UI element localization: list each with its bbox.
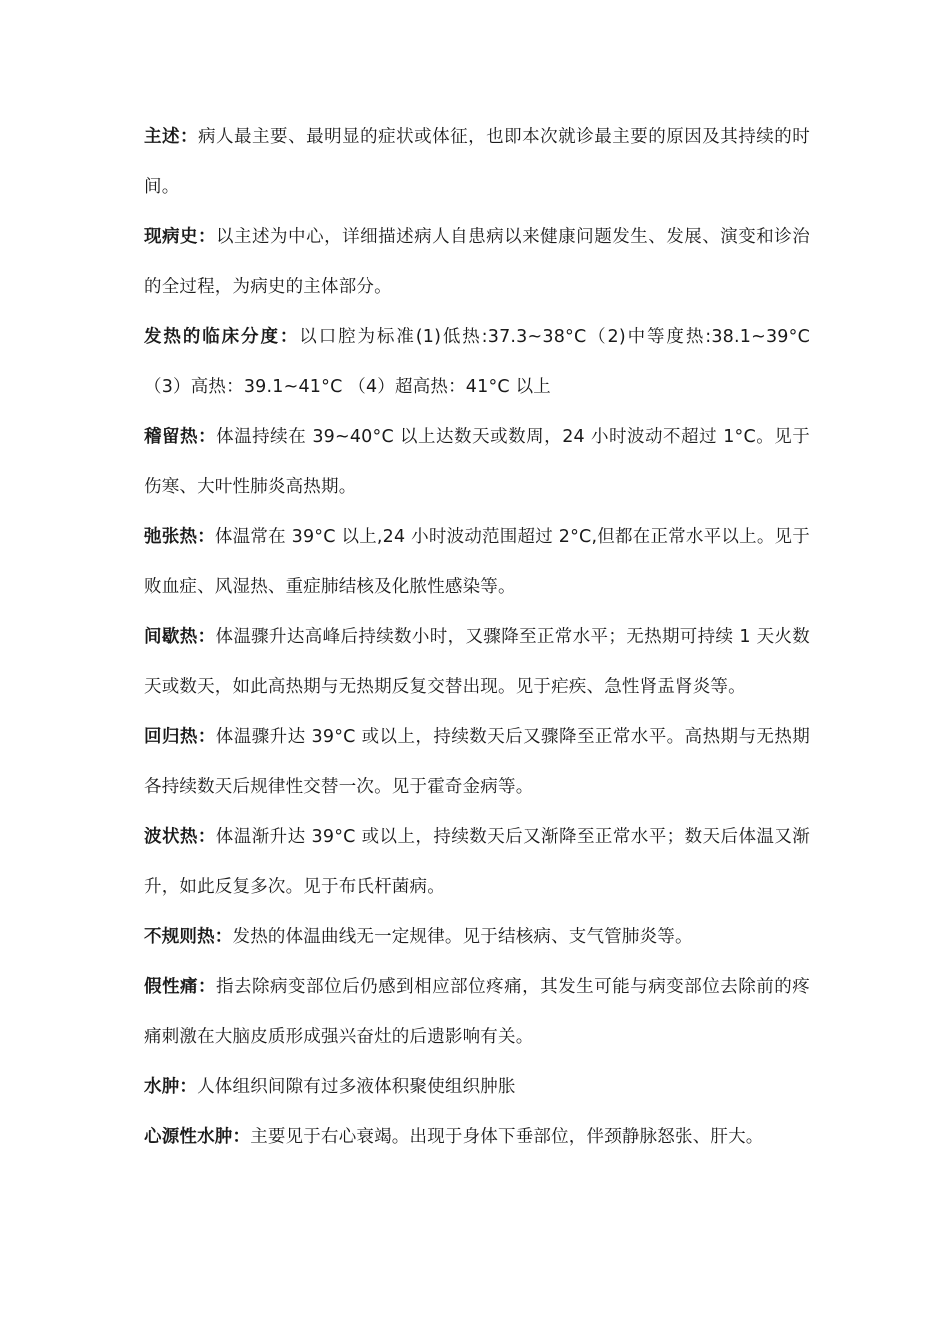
entry-term: 水肿：	[144, 1077, 198, 1097]
entry-text: 体温持续在 39~40°C 以上达数天或数周，24 小时波动不超过 1°C。见于伤寒、大叶性肺炎高热期。	[144, 427, 810, 497]
entry-relapsing-fever	[144, 712, 810, 812]
entry-term: 发热的临床分度：	[144, 327, 300, 347]
entry-text: 病人最主要、最明显的症状或体征，也即本次就诊最主要的原因及其持续的时间。	[144, 127, 810, 197]
entry-present-illness	[144, 212, 810, 312]
entry-cardiac-edema	[144, 1112, 810, 1162]
entry-fever-grades	[144, 312, 810, 412]
entry-text: 主要见于右心衰竭。出现于身体下垂部位，伴颈静脉怒张、肝大。	[250, 1127, 764, 1147]
entry-text: 体温骤升达高峰后持续数小时，又骤降至正常水平；无热期可持续 1 天火数天或数天，如此高热期与无热期反复交替出现。见于疟疾、急性肾盂肾炎等。	[144, 627, 810, 697]
entry-term: 稽留热：	[144, 427, 217, 447]
entry-text: 以主述为中心，详细描述病人自患病以来健康问题发生、发展、演变和诊治的全过程，为病史的主体部分。	[144, 227, 810, 297]
entry-text: 体温渐升达 39°C 或以上，持续数天后又渐降至正常水平；数天后体温又渐升，如此反复多次。见于布氏杆菌病。	[144, 827, 810, 897]
entry-term: 弛张热：	[144, 527, 215, 547]
entry-term: 现病史：	[144, 227, 217, 247]
document-body	[144, 112, 810, 1162]
entry-irregular-fever	[144, 912, 810, 962]
entry-text: 发热的体温曲线无一定规律。见于结核病、支气管肺炎等。	[232, 927, 693, 947]
entry-undulant-fever	[144, 812, 810, 912]
entry-edema	[144, 1062, 810, 1112]
entry-text: 体温骤升达 39°C 或以上，持续数天后又骤降至正常水平。高热期与无热期各持续数天后规律性交替一次。见于霍奇金病等。	[144, 727, 810, 797]
entry-term: 波状热：	[144, 827, 216, 847]
entry-term: 心源性水肿：	[144, 1127, 251, 1147]
entry-term: 不规则热：	[144, 927, 233, 947]
entry-term: 回归热：	[144, 727, 216, 747]
entry-continuous-fever	[144, 412, 810, 512]
entry-remittent-fever	[144, 512, 810, 612]
entry-text: 以口腔为标准(1)低热:37.3~38°C（2)中等度热:38.1~39°C （3）高热：39.1~41°C （4）超高热：41°C 以上	[144, 327, 810, 397]
entry-term: 间歇热：	[144, 627, 216, 647]
entry-term: 主述：	[144, 127, 199, 147]
entry-chief-complaint	[144, 112, 810, 212]
entry-phantom-pain	[144, 962, 810, 1062]
entry-text: 指去除病变部位后仍感到相应部位疼痛，其发生可能与病变部位去除前的疼痛刺激在大脑皮质形成强兴奋灶的后遗影响有关。	[144, 977, 810, 1047]
entry-term: 假性痛：	[144, 977, 217, 997]
entry-text: 体温常在 39°C 以上,24 小时波动范围超过 2°C,但都在正常水平以上。见于败血症、风湿热、重症肺结核及化脓性感染等。	[144, 527, 810, 597]
entry-text: 人体组织间隙有过多液体积聚使组织肿胀	[197, 1077, 516, 1097]
entry-intermittent-fever	[144, 612, 810, 712]
